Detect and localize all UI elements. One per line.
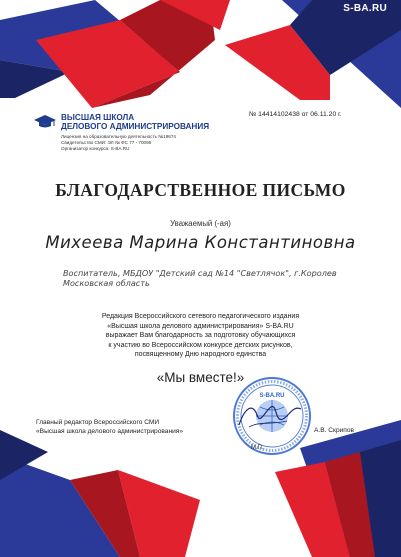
signer-name: А.В. Скрипов [314, 427, 355, 434]
seal-mark: М.П. [251, 445, 264, 451]
body-line: посвященному Дню народного единства [134, 351, 267, 359]
document-title: БЛАГОДАРСТВЕННОЕ ПИСЬМО [55, 180, 346, 200]
position-line1: Воспитатель, МБДОУ "Детский сад №14 "Светлячок", г.Королев [63, 268, 337, 278]
license-line: Лицензия на образовательную деятельность №19674 [61, 134, 176, 139]
contest-motto: «Мы вместе!» [156, 370, 245, 385]
site-url[interactable]: S-BA.RU [343, 3, 387, 14]
recipient-name: Михеева Марина Константиновна [45, 233, 356, 252]
body-line: Редакция Всероссийского сетевого педагогического издания [101, 313, 300, 320]
logo-name-line1: ВЫСШАЯ ШКОЛА [61, 113, 135, 122]
body-line: к участию во Всероссийском конкурсе детских рисунков, [108, 341, 293, 349]
letter-body [0, 312, 401, 360]
stamp-text: S-BA.RU [259, 393, 285, 399]
editor-block [36, 418, 183, 437]
salutation: Уважаемый (-ая) [170, 219, 231, 228]
signature-scribble [235, 397, 305, 433]
media-registration-line: Свидетельство СМИ: ЭЛ № ФС 77 - 70095 [61, 140, 152, 145]
body-line: «Высшая школа делового администрирования» S-BA.RU [107, 322, 294, 330]
certificate-number: № 14414102438 от 06.11.20 г. [249, 111, 342, 118]
organizer-line: Организатор конкурса: S-BA.RU [61, 146, 130, 151]
logo-name-line2: ДЕЛОВОГО АДМИНИСТРИРОВАНИЯ [61, 122, 210, 131]
position-line2: Московская область [63, 278, 150, 288]
editor-line2: «Высшая школа делового администрирования» [36, 428, 184, 436]
graduation-cap-icon [34, 115, 56, 129]
editor-line1: Главный редактор Всероссийского СМИ [36, 419, 160, 426]
body-line: выражает Вам благодарность за подготовку обучающихся [105, 332, 296, 340]
recipient-position [63, 268, 393, 288]
